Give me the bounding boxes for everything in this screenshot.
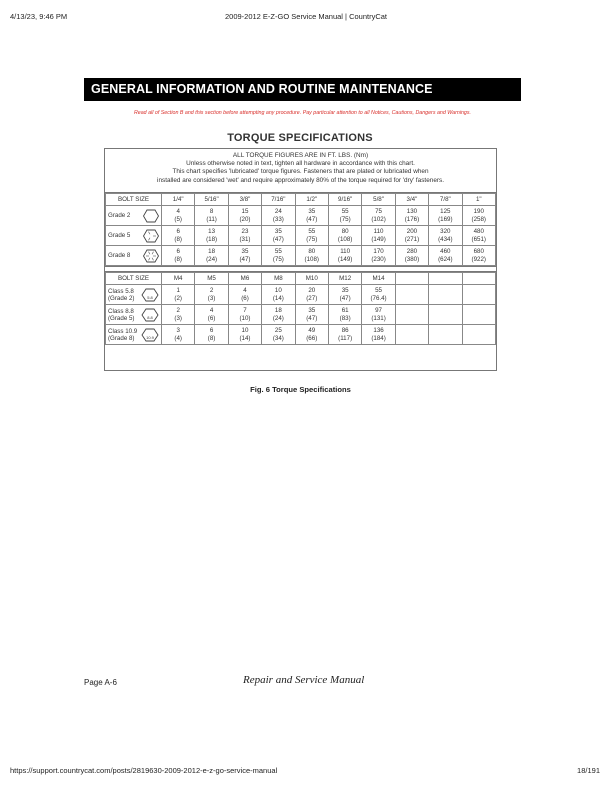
bolt-size-column: M5 <box>195 273 228 285</box>
torque-cell <box>228 325 261 345</box>
torque-nm: (11) <box>206 215 217 223</box>
torque-nm: (2) <box>174 294 182 302</box>
bolt-size-column: 5/16" <box>195 194 228 206</box>
intro-line: installed are considered 'wet' and require approximately 80% of the torque required for 'dry' fasteners. <box>157 176 444 184</box>
torque-cell <box>429 226 462 246</box>
torque-cell <box>295 246 328 266</box>
torque-ftlb: 190 <box>473 207 484 215</box>
torque-cell <box>295 206 328 226</box>
torque-cell <box>262 226 295 246</box>
hex-bolt-plain-icon <box>143 209 159 223</box>
torque-nm: (922) <box>471 255 486 263</box>
torque-ftlb: 97 <box>375 306 382 314</box>
torque-ftlb: 55 <box>341 207 349 215</box>
torque-cell <box>262 325 295 345</box>
hex-bolt-6-line-icon <box>143 249 159 263</box>
torque-ftlb: 75 <box>375 207 382 215</box>
torque-ftlb: 55 <box>308 227 316 235</box>
sae-grade-row <box>106 206 496 226</box>
class-name: Class 5.8 <box>108 287 134 295</box>
empty-cell <box>395 305 428 325</box>
empty-cell <box>395 325 428 345</box>
torque-nm: (3) <box>207 294 216 302</box>
bolt-size-column: M4 <box>162 273 195 285</box>
empty-cell <box>462 305 495 325</box>
torque-nm: (20) <box>239 215 251 223</box>
class-name: Class 8.8 <box>108 307 134 315</box>
class-label <box>108 328 137 342</box>
torque-ftlb: 460 <box>440 247 451 255</box>
torque-nm: (169) <box>438 215 453 223</box>
torque-nm: (10) <box>239 314 251 322</box>
torque-nm: (4) <box>174 334 182 342</box>
torque-ftlb: 480 <box>473 227 484 235</box>
empty-cell <box>462 273 495 285</box>
torque-nm: (117) <box>338 334 353 342</box>
torque-cell <box>295 226 328 246</box>
class-label-cell <box>106 305 162 325</box>
torque-nm: (434) <box>438 235 453 243</box>
torque-cell <box>362 226 395 246</box>
grade-label: Grade 8 <box>108 251 131 259</box>
torque-cell <box>362 246 395 266</box>
torque-nm: (34) <box>272 334 284 342</box>
torque-ftlb: 23 <box>241 227 249 235</box>
torque-nm: (8) <box>174 255 182 263</box>
bolt-size-column: 1/4" <box>162 194 195 206</box>
torque-ftlb: 35 <box>241 247 249 255</box>
torque-cell <box>162 285 195 305</box>
torque-ftlb: 3 <box>176 326 180 334</box>
torque-nm: (66) <box>306 334 318 342</box>
torque-ftlb: 4 <box>176 207 180 215</box>
print-doc-title: 2009-2012 E-Z-GO Service Manual | CountryCat <box>224 12 388 21</box>
torque-cell <box>162 206 195 226</box>
torque-nm: (380) <box>404 255 420 263</box>
empty-cell <box>395 273 428 285</box>
torque-cell <box>228 206 261 226</box>
torque-nm: (131) <box>371 314 386 322</box>
print-url: https://support.countrycat.com/posts/2819630-2009-2012-e-z-go-service-manual <box>10 766 278 775</box>
bolt-size-column: 3/4" <box>395 194 428 206</box>
torque-ftlb: 680 <box>473 247 484 255</box>
metric-bolt-head-icon <box>141 308 159 322</box>
intro-line: ALL TORQUE FIGURES ARE IN FT. LBS. (Nm) <box>232 152 369 159</box>
torque-cell <box>195 206 228 226</box>
torque-ftlb: 4 <box>209 306 214 314</box>
torque-nm: (8) <box>207 334 216 342</box>
torque-nm: (31) <box>239 235 251 243</box>
metric-class-row <box>106 285 496 305</box>
torque-nm: (18) <box>206 235 218 243</box>
torque-ftlb: 80 <box>308 247 316 255</box>
bolt-size-column: 1/2" <box>295 194 328 206</box>
bolt-size-column: 7/8" <box>429 194 462 206</box>
torque-nm: (149) <box>337 255 353 263</box>
torque-ftlb: 136 <box>373 326 384 334</box>
torque-ftlb: 15 <box>241 207 249 215</box>
grade-label-cell <box>106 226 162 246</box>
torque-nm: (33) <box>272 215 284 223</box>
grade-label: Grade 5 <box>108 231 131 239</box>
empty-cell <box>395 285 428 305</box>
empty-cell <box>429 325 462 345</box>
torque-ftlb: 7 <box>243 306 247 314</box>
torque-nm: (624) <box>438 255 453 263</box>
torque-cell <box>195 325 228 345</box>
torque-ftlb: 25 <box>274 326 282 334</box>
torque-ftlb: 35 <box>308 207 316 215</box>
torque-ftlb: 80 <box>341 227 349 235</box>
torque-ftlb: 86 <box>341 326 349 334</box>
torque-nm: (47) <box>239 255 251 263</box>
torque-cell <box>429 246 462 266</box>
torque-nm: (47) <box>306 215 318 223</box>
torque-cell <box>262 285 295 305</box>
class-label-cell <box>106 325 162 345</box>
class-label <box>108 308 134 322</box>
intro-line: This chart specifies 'lubricated' torque figures. Fasteners that are plated or lubricated when <box>172 168 429 176</box>
torque-cell <box>262 246 295 266</box>
torque-nm: (5) <box>174 215 182 223</box>
torque-ftlb: 49 <box>308 326 316 334</box>
torque-nm: (176) <box>404 215 420 223</box>
grade-label-cell <box>106 206 162 226</box>
torque-intro <box>105 149 496 193</box>
torque-ftlb: 13 <box>208 227 216 235</box>
torque-cell <box>162 325 195 345</box>
grade-label-cell <box>106 246 162 266</box>
torque-nm: (3) <box>174 314 182 322</box>
torque-ftlb: 24 <box>274 207 282 215</box>
torque-nm: (27) <box>306 294 318 302</box>
torque-cell <box>328 206 361 226</box>
torque-ftlb: 200 <box>406 227 418 235</box>
torque-nm: (14) <box>239 334 251 342</box>
torque-nm: (75) <box>339 215 351 223</box>
torque-nm: (184) <box>371 334 386 342</box>
torque-ftlb: 10 <box>274 286 282 294</box>
torque-title: TORQUE SPECIFICATIONS <box>227 132 373 144</box>
torque-ftlb: 35 <box>308 306 316 314</box>
torque-ftlb: 6 <box>176 227 180 235</box>
manual-title: Repair and Service Manual <box>243 674 365 686</box>
torque-cell <box>362 305 395 325</box>
bolt-size-column: 3/8" <box>228 194 261 206</box>
bolt-size-column: 1" <box>462 194 495 206</box>
torque-nm: (47) <box>272 235 284 243</box>
section-banner: GENERAL INFORMATION AND ROUTINE MAINTENANCE <box>84 78 521 101</box>
torque-nm: (230) <box>371 255 386 263</box>
class-grade-equivalent: (Grade 8) <box>108 334 135 342</box>
torque-cell <box>262 206 295 226</box>
bolt-size-column: M12 <box>328 273 361 285</box>
bolt-size-column: 9/16" <box>328 194 361 206</box>
torque-cell <box>195 246 228 266</box>
torque-ftlb: 20 <box>308 286 316 294</box>
torque-nm: (258) <box>471 215 486 223</box>
bolt-size-header: BOLT SIZE <box>106 194 162 206</box>
hex-bolt-3-line-icon <box>143 229 159 243</box>
torque-ftlb: 320 <box>440 227 451 235</box>
page-number: Page A-6 <box>84 678 117 687</box>
torque-cell <box>295 325 328 345</box>
bolt-size-header: BOLT SIZE <box>106 273 162 285</box>
torque-ftlb: 18 <box>208 247 216 255</box>
torque-ftlb: 10 <box>241 326 249 334</box>
torque-ftlb: 110 <box>340 247 351 255</box>
grade-label: Grade 2 <box>108 211 131 219</box>
torque-cell <box>228 246 261 266</box>
torque-cell <box>395 246 428 266</box>
torque-cell <box>195 285 228 305</box>
torque-ftlb: 2 <box>209 286 214 294</box>
torque-nm: (14) <box>272 294 284 302</box>
torque-cell <box>228 285 261 305</box>
torque-nm: (6) <box>241 294 249 302</box>
torque-cell <box>295 305 328 325</box>
bolt-size-column: M10 <box>295 273 328 285</box>
bolt-size-column: M14 <box>362 273 395 285</box>
torque-ftlb: 35 <box>341 286 349 294</box>
svg-text:5.8: 5.8 <box>147 294 153 300</box>
torque-cell <box>195 226 228 246</box>
torque-nm: (271) <box>404 235 420 243</box>
class-grade-equivalent: (Grade 5) <box>108 314 135 322</box>
torque-ftlb: 55 <box>375 286 382 294</box>
class-label-cell <box>106 285 162 305</box>
torque-cell <box>162 226 195 246</box>
torque-ftlb: 6 <box>176 247 180 255</box>
svg-text:8.8: 8.8 <box>147 314 153 320</box>
torque-cell <box>462 206 495 226</box>
metric-bolt-head-icon <box>141 328 159 342</box>
torque-cell <box>328 305 361 325</box>
torque-nm: (24) <box>272 314 284 322</box>
empty-cell <box>429 285 462 305</box>
metric-torque-table <box>105 272 496 345</box>
torque-nm: (108) <box>337 235 353 243</box>
sae-torque-table <box>105 193 496 266</box>
torque-nm: (149) <box>371 235 386 243</box>
torque-nm: (47) <box>339 294 351 302</box>
torque-cell <box>328 325 361 345</box>
torque-cell <box>162 246 195 266</box>
torque-ftlb: 110 <box>373 227 384 235</box>
torque-cell <box>228 305 261 325</box>
torque-cell <box>195 305 228 325</box>
torque-cell <box>328 285 361 305</box>
torque-nm: (75) <box>272 255 284 263</box>
torque-nm: (75) <box>306 235 318 243</box>
torque-nm: (47) <box>306 314 318 322</box>
torque-nm: (8) <box>174 235 182 243</box>
torque-cell <box>262 305 295 325</box>
torque-cell <box>429 206 462 226</box>
torque-ftlb: 170 <box>373 247 384 255</box>
torque-cell <box>162 305 195 325</box>
sae-grade-row <box>106 226 496 246</box>
torque-nm: (108) <box>304 255 319 263</box>
empty-cell <box>429 273 462 285</box>
torque-ftlb: 6 <box>209 326 214 334</box>
torque-ftlb: 2 <box>176 306 180 314</box>
safety-notice: Read all of Section B and this section before attempting any procedure. Pay particular attention to all Notices, Cautions, Dangers and Warnings. <box>133 110 472 116</box>
print-datetime: 4/13/23, 9:46 PM <box>10 12 68 21</box>
torque-ftlb: 18 <box>274 306 282 314</box>
torque-nm: (76.4) <box>370 294 387 302</box>
torque-cell <box>328 246 361 266</box>
metric-class-row <box>106 325 496 345</box>
torque-cell <box>295 285 328 305</box>
torque-ftlb: 1 <box>176 286 180 294</box>
metric-bolt-head-icon <box>141 288 159 302</box>
torque-cell <box>395 226 428 246</box>
figure-caption: Fig. 6 Torque Specifications <box>250 385 351 394</box>
print-page-count: 18/191 <box>577 766 600 775</box>
torque-cell <box>395 206 428 226</box>
torque-cell <box>462 246 495 266</box>
torque-nm: (651) <box>471 235 486 243</box>
empty-cell <box>429 305 462 325</box>
torque-ftlb: 4 <box>243 286 247 294</box>
torque-nm: (6) <box>207 314 216 322</box>
torque-ftlb: 61 <box>341 306 349 314</box>
class-name: Class 10.9 <box>108 327 138 335</box>
svg-text:10.9: 10.9 <box>146 334 154 340</box>
intro-line: Unless otherwise noted in text, tighten all hardware in accordance with this chart. <box>186 160 415 168</box>
torque-ftlb: 35 <box>274 227 282 235</box>
torque-cell <box>362 285 395 305</box>
torque-cell <box>228 226 261 246</box>
torque-ftlb: 55 <box>274 247 282 255</box>
torque-cell <box>462 226 495 246</box>
torque-nm: (102) <box>371 215 386 223</box>
torque-cell <box>362 325 395 345</box>
metric-class-row <box>106 305 496 325</box>
bolt-size-column: M8 <box>262 273 295 285</box>
bolt-size-column: 5/8" <box>362 194 395 206</box>
torque-cell <box>362 206 395 226</box>
torque-chart <box>104 148 497 371</box>
torque-ftlb: 280 <box>406 247 418 255</box>
bolt-size-column: M6 <box>228 273 261 285</box>
bolt-size-column: 7/16" <box>262 194 295 206</box>
torque-ftlb: 8 <box>209 207 214 215</box>
torque-ftlb: 125 <box>440 207 451 215</box>
torque-cell <box>328 226 361 246</box>
class-grade-equivalent: (Grade 2) <box>108 294 135 302</box>
torque-nm: (24) <box>206 255 218 263</box>
empty-cell <box>462 285 495 305</box>
sae-grade-row <box>106 246 496 266</box>
class-label <box>108 288 134 302</box>
torque-nm: (83) <box>339 314 351 322</box>
empty-cell <box>462 325 495 345</box>
torque-ftlb: 130 <box>406 207 418 215</box>
